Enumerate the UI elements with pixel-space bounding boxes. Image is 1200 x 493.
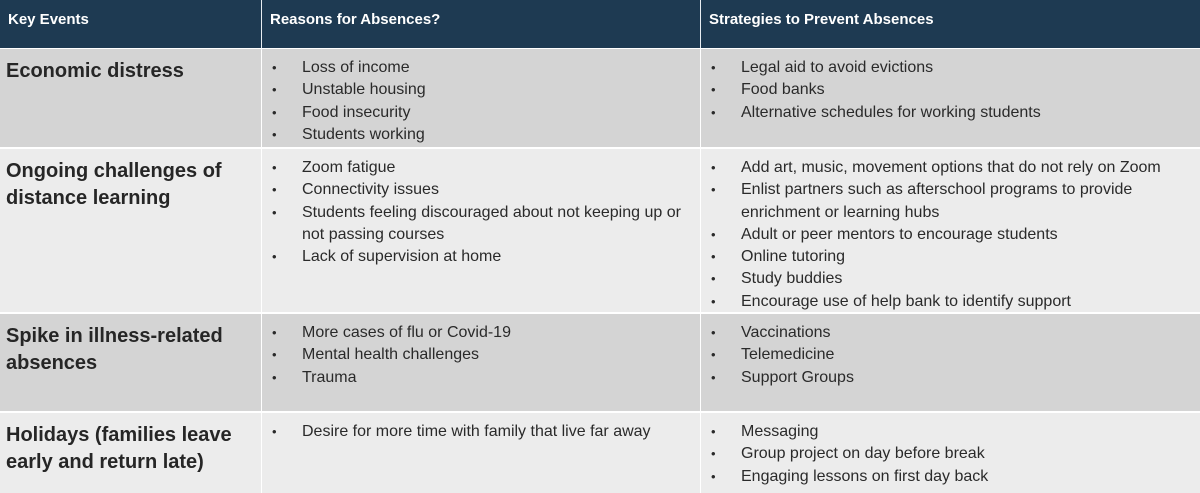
bullet-icon: • bbox=[272, 182, 277, 198]
table-header bbox=[0, 0, 1200, 48]
bullet-icon: • bbox=[711, 60, 716, 75]
strategies-cell bbox=[701, 314, 1200, 411]
list-item: • Loss of income bbox=[262, 57, 700, 79]
bullet-icon: • bbox=[711, 325, 716, 340]
bullet-icon: • bbox=[272, 204, 277, 220]
reasons-cell bbox=[262, 49, 701, 147]
strategies-list bbox=[701, 413, 1200, 488]
list-item: • Telemedicine bbox=[701, 344, 1200, 366]
list-item: • Online tutoring bbox=[701, 246, 1200, 268]
list-item: • Lack of supervision at home bbox=[262, 246, 700, 268]
bullet-icon: • bbox=[272, 126, 277, 142]
bullet-icon: • bbox=[272, 104, 277, 120]
table-row bbox=[0, 413, 1200, 493]
list-item: • Engaging lessons on first day back bbox=[701, 466, 1200, 488]
list-item: • Group project on day before break bbox=[701, 443, 1200, 465]
list-item: • Adult or peer mentors to encourage students bbox=[701, 224, 1200, 246]
reasons-cell bbox=[262, 413, 701, 493]
list-item: • Unstable housing bbox=[262, 79, 700, 101]
bullet-icon: • bbox=[272, 249, 277, 265]
bullet-icon: • bbox=[272, 60, 277, 75]
bullet-icon: • bbox=[711, 104, 716, 120]
list-item: • Students feeling discouraged about not keeping up or not passing courses bbox=[272, 203, 681, 243]
list-item: • Trauma bbox=[262, 367, 700, 389]
list-item: • Mental health challenges bbox=[262, 344, 700, 366]
bullet-icon: • bbox=[272, 82, 277, 98]
strategies-list bbox=[701, 49, 1200, 124]
list-item: • Connectivity issues bbox=[262, 179, 700, 201]
strategies-list bbox=[701, 149, 1200, 313]
list-item: • Legal aid to avoid evictions bbox=[701, 57, 1200, 79]
list-item: • Food banks bbox=[701, 79, 1200, 101]
reasons-list bbox=[262, 413, 700, 443]
strategies-cell bbox=[701, 49, 1200, 147]
reasons-cell bbox=[262, 314, 701, 411]
list-item: • Alternative schedules for working students bbox=[701, 102, 1200, 124]
bullet-icon: • bbox=[272, 160, 277, 175]
bullet-icon: • bbox=[711, 182, 716, 198]
list-item: • Zoom fatigue bbox=[262, 157, 700, 179]
list-item: • Add art, music, movement options that do not rely on Zoom bbox=[701, 157, 1200, 179]
table-row bbox=[0, 49, 1200, 147]
bullet-icon: • bbox=[711, 468, 716, 484]
list-item: • Vaccinations bbox=[701, 322, 1200, 344]
bullet-icon: • bbox=[711, 446, 716, 462]
bullet-icon: • bbox=[272, 347, 277, 363]
bullet-icon: • bbox=[711, 82, 716, 98]
table-row bbox=[0, 314, 1200, 411]
bullet-icon: • bbox=[711, 424, 716, 439]
reasons-list bbox=[262, 149, 700, 268]
list-item: • Study buddies bbox=[701, 268, 1200, 290]
list-item: • More cases of flu or Covid-19 bbox=[262, 322, 700, 344]
bullet-icon: • bbox=[272, 369, 277, 385]
bullet-icon: • bbox=[711, 369, 716, 385]
list-item: • Students working bbox=[262, 124, 700, 146]
strategies-list bbox=[701, 314, 1200, 389]
header-reasons: Reasons for Absences? bbox=[262, 0, 701, 48]
bullet-icon: • bbox=[711, 347, 716, 363]
list-item: • Support Groups bbox=[701, 367, 1200, 389]
reasons-list bbox=[262, 49, 700, 146]
list-item: • Food insecurity bbox=[262, 102, 700, 124]
bullet-icon: • bbox=[711, 160, 716, 175]
bullet-icon: • bbox=[711, 226, 716, 242]
table-row bbox=[0, 149, 1200, 312]
reasons-list bbox=[262, 314, 700, 389]
key-event: Ongoing challenges of distance learning bbox=[0, 149, 262, 312]
key-event: Spike in illness-related absences bbox=[0, 314, 262, 411]
header-strategies: Strategies to Prevent Absences bbox=[709, 11, 934, 28]
strategies-cell bbox=[701, 149, 1200, 312]
key-event: Holidays (families leave early and return late) bbox=[0, 413, 262, 493]
list-item: • Messaging bbox=[701, 421, 1200, 443]
reasons-cell bbox=[262, 149, 701, 312]
header-key-events: Key Events bbox=[0, 0, 262, 48]
bullet-icon: • bbox=[272, 325, 277, 340]
key-event: Economic distress bbox=[0, 49, 262, 147]
bullet-icon: • bbox=[711, 293, 716, 309]
list-item: • Desire for more time with family that live far away bbox=[262, 421, 700, 443]
list-item: • Enlist partners such as afterschool programs to provide enrichment or learning hubs bbox=[711, 181, 1133, 221]
strategies-cell bbox=[701, 413, 1200, 493]
bullet-icon: • bbox=[711, 249, 716, 265]
list-item: • Encourage use of help bank to identify support bbox=[701, 291, 1200, 313]
bullet-icon: • bbox=[711, 271, 716, 287]
bullet-icon: • bbox=[272, 424, 277, 439]
